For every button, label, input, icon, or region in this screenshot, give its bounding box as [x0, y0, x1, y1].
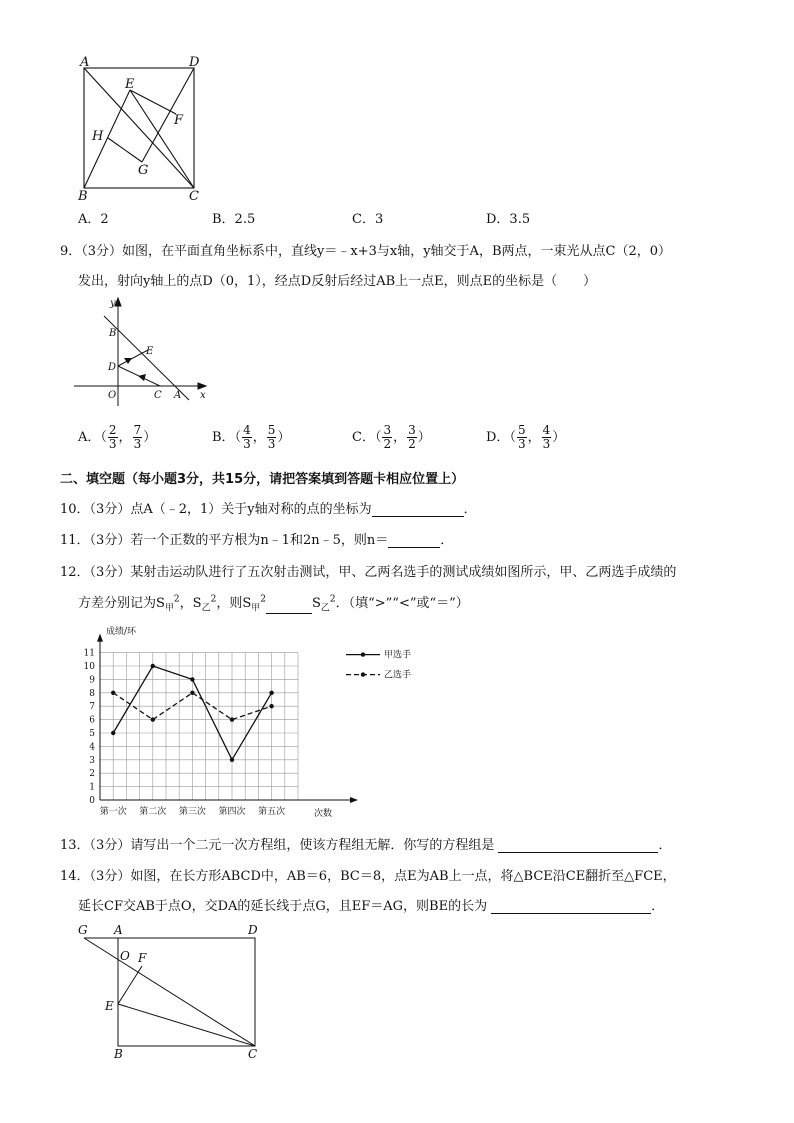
- fig9-label-e: E: [146, 346, 154, 357]
- fig14-label-d: D: [248, 923, 258, 937]
- q8-option-c[interactable]: C．3: [352, 212, 384, 227]
- q8-figure: [72, 52, 212, 202]
- chart-data-point: [151, 664, 155, 668]
- chart-data-point: [230, 717, 234, 721]
- fig14-label-f: F: [138, 951, 147, 965]
- q14-figure: [74, 920, 274, 1062]
- q9-option-a[interactable]: A．（ $\frac{2}{3}$ ， $\frac{7}{3}$ ）: [78, 423, 157, 451]
- chart-legend-label: 乙选手: [384, 670, 412, 681]
- chart-legend-label: 甲选手: [384, 650, 412, 661]
- chart-legend-marker: [361, 672, 365, 676]
- fig14-label-b: B: [114, 1047, 123, 1061]
- fig8-label-c: C: [189, 189, 199, 204]
- fig9-label-x: x: [200, 390, 206, 401]
- fig8-label-d: D: [189, 55, 200, 70]
- chart-data-point: [111, 731, 115, 735]
- fig9-label-a: A: [174, 390, 182, 401]
- chart-y-axis-arrow: [97, 634, 103, 642]
- q9-option-b[interactable]: B．（ $\frac{4}{3}$ ， $\frac{5}{3}$ ）: [212, 423, 291, 451]
- q8-option-d[interactable]: D．3.5: [486, 212, 531, 227]
- q13: 13．（3分）请写出一个二元一次方程组，使该方程组无解．你写的方程组是 ．: [60, 838, 672, 853]
- fig9-label-c: C: [154, 390, 162, 401]
- q14-stem-line1: 14．（3分）如图，在长方形ABCD中，AB＝6，BC＝8，点E为AB上一点，将△BCE沿CE翻折至△FCE，: [60, 869, 676, 884]
- q12-stem-line1: 12．（3分）某射击运动队进行了五次射击测试，甲、乙两名选手的测试成绩如图所示，甲、乙两选手成绩的: [60, 565, 677, 580]
- q10: 10．（3分）点A（﹣2，1）关于y轴对称的点的坐标为 ．: [60, 502, 477, 517]
- chart-data-point: [269, 691, 273, 695]
- chart-legend-marker: [361, 652, 365, 656]
- fig9-label-d: D: [108, 362, 117, 373]
- fig14-label-o: O: [120, 949, 130, 963]
- q8-option-b[interactable]: B．2.5: [212, 212, 256, 227]
- chart-data-point: [111, 691, 115, 695]
- chart-y-tick-label: 0: [89, 796, 95, 806]
- section-2-heading: 二、填空题（每小题3分，共15分，请把答案填到答题卡相应位置上）: [60, 472, 465, 487]
- chart-x-tick-label: 第二次: [139, 807, 167, 817]
- fig9-label-o: O: [108, 390, 117, 401]
- q14-answer-blank[interactable]: [491, 899, 651, 914]
- chart-y-tick-label: 2: [89, 769, 95, 780]
- chart-y-tick-label: 8: [89, 688, 95, 699]
- fig14-label-e: E: [105, 999, 114, 1013]
- q9-option-c[interactable]: C．（ $\frac{3}{2}$ ， $\frac{3}{2}$ ）: [352, 423, 431, 451]
- q12-score-chart: [80, 620, 440, 820]
- q14-stem-line2: 延长CF交AB于点O，交DA的延长线于点G，且EF＝AG，则BE的长为 ．: [78, 899, 665, 914]
- fig8-label-h: H: [92, 129, 104, 144]
- fig9-label-y: y: [110, 298, 116, 309]
- q8-option-a[interactable]: A．2: [78, 212, 109, 227]
- chart-x-tick-label: 第四次: [218, 807, 246, 817]
- fig14-label-g: G: [78, 923, 88, 937]
- chart-y-tick-label: 7: [89, 702, 95, 713]
- fig14-label-a: A: [114, 923, 123, 937]
- chart-y-tick-label: 6: [89, 715, 95, 726]
- chart-x-tick-label: 第一次: [99, 807, 127, 817]
- fig8-label-g: G: [138, 163, 149, 178]
- chart-y-tick-label: 9: [89, 675, 95, 686]
- fig8-label-f: F: [174, 113, 184, 128]
- chart-data-point: [151, 717, 155, 721]
- q10-answer-blank[interactable]: [372, 502, 464, 517]
- q9-option-d[interactable]: D．（ $\frac{5}{3}$ ， $\frac{4}{3}$ ）: [486, 423, 566, 451]
- q12-stem-line2: 方差分别记为$S_甲^2$，$S_乙^2$，则$S_甲^2$ $S_乙^2$．（填“>”“<”或“＝”）: [78, 594, 469, 614]
- chart-x-tick-label: 第三次: [178, 807, 206, 817]
- chart-y-tick-label: 5: [89, 729, 95, 739]
- q9-stem-line2: 发出，射向y轴上的点D（0，1），经点D反射后经过AB上一点E，则点E的坐标是（ ）: [78, 274, 597, 289]
- chart-x-axis-arrow: [350, 797, 358, 803]
- chart-y-axis-label: 成绩/环: [106, 627, 137, 637]
- chart-data-point: [190, 677, 194, 681]
- chart-y-tick-label: 4: [89, 742, 95, 753]
- q9-stem-line1: 9．（3分）如图，在平面直角坐标系中，直线y＝﹣x+3与x轴，y轴交于A，B两点，一束光从点C（2，0）: [60, 244, 671, 259]
- chart-data-point: [230, 758, 234, 762]
- chart-x-tick-label: 第五次: [258, 807, 286, 817]
- q11: 11．（3分）若一个正数的平方根为n﹣1和2n﹣5，则n＝ ．: [60, 533, 454, 548]
- q9-figure: [74, 296, 214, 408]
- q13-answer-blank[interactable]: [498, 838, 658, 853]
- fig9-label-b: B: [109, 328, 117, 339]
- chart-y-tick-label: 3: [89, 755, 95, 766]
- chart-data-point: [269, 704, 273, 708]
- fig8-label-a: A: [80, 55, 90, 70]
- chart-y-tick-label: 11: [83, 648, 95, 659]
- chart-data-point: [190, 691, 194, 695]
- fig8-label-e: E: [125, 77, 135, 92]
- chart-y-tick-label: 10: [83, 662, 95, 672]
- q12-answer-blank[interactable]: [266, 599, 312, 614]
- chart-y-tick-label: 1: [89, 782, 95, 793]
- q11-answer-blank[interactable]: [388, 533, 440, 548]
- fig14-label-c: C: [248, 1047, 258, 1061]
- fig8-label-b: B: [78, 189, 88, 204]
- chart-x-axis-label: 次数: [314, 809, 333, 819]
